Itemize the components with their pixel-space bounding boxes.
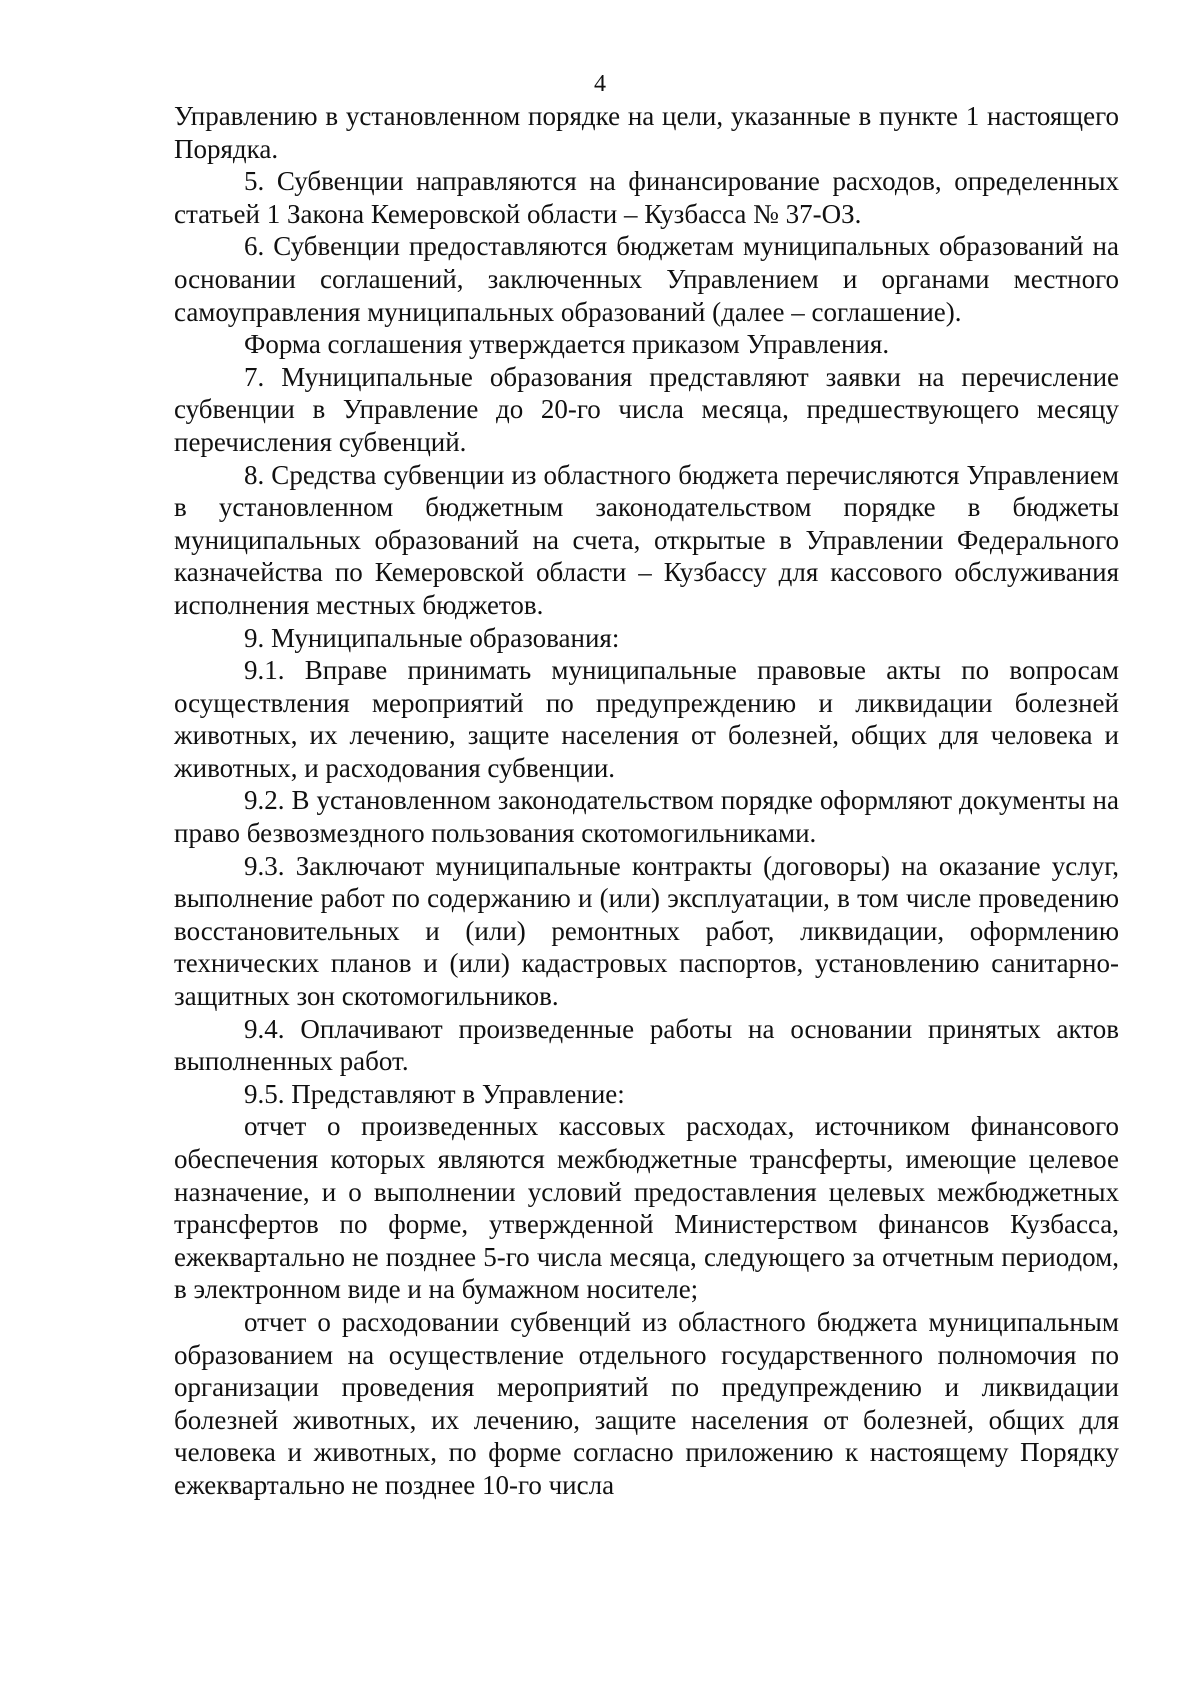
paragraph-item-6: 6. Субвенции предоставляются бюджетам муниципальных образований на основании соглашений, заключенных Управлением и органами местного самоуправления муниципальных образований (далее – соглашение). <box>174 231 1119 327</box>
paragraph-item-9-3: 9.3. Заключают муниципальные контракты (договоры) на оказание услуг, выполнение работ по содержанию и (или) эксплуатации, в том числе проведению восстановительных и (или) ремонтных работ, ликвидации, оформлению технических планов и (или) кадастровых паспортов, установлению санитарно-защитных зон скотомогильников. <box>174 850 1119 1012</box>
paragraph-item-9-5: 9.5. Представляют в Управление: <box>244 1078 625 1109</box>
paragraph-report-subventions: отчет о расходовании субвенций из областного бюджета муниципальным образованием на осуществление отдельного государственного полномочия по организации проведения мероприятий по предупреждению и ликвидации болезней животных, их лечению, защите населения от болезней, общих для человека и животных, по форме согласно приложению к настоящему Порядку ежеквартально не позднее 10-го числа <box>174 1306 1119 1500</box>
paragraph-item-9: 9. Муниципальные образования: <box>244 622 620 653</box>
paragraph-continuation: Управлению в установленном порядке на цели, указанные в пункте 1 настоящего Порядка. <box>174 101 1119 164</box>
paragraph-item-7: 7. Муниципальные образования представляют заявки на перечисление субвенции в Управление до 20-го числа месяца, предшествующего месяцу перечисления субвенций. <box>174 361 1119 457</box>
paragraph-agreement-form: Форма соглашения утверждается приказом Управления. <box>244 329 890 360</box>
paragraph-item-9-1: 9.1. Вправе принимать муниципальные правовые акты по вопросам осуществления мероприятий по предупреждению и ликвидации болезней животных, их лечению, защите населения от болезней, общих для человека и животных, и расходования субвенции. <box>174 655 1119 783</box>
paragraph-item-9-2: 9.2. В установленном законодательством порядке оформляют документы на право безвозмездного пользования скотомогильниками. <box>174 785 1119 849</box>
paragraph-report-expenses: отчет о произведенных кассовых расходах, источником финансового обеспечения которых являются межбюджетные трансферты, имеющие целевое назначение, и о выполнении условий предоставления целевых межбюджетных трансфертов по форме, утвержденной Министерством финансов Кузбасса, ежеквартально не позднее 5-го числа месяца, следующего за отчетным периодом, в электронном виде и на бумажном носителе; <box>174 1111 1119 1305</box>
paragraph-item-5: 5. Субвенции направляются на финансирование расходов, определенных статьей 1 Закона Кемеровской области – Кузбасса № 37-ОЗ. <box>174 166 1119 229</box>
page-number: 4 <box>594 71 606 97</box>
document-body <box>174 100 1119 1502</box>
paragraph-item-9-4: 9.4. Оплачивают произведенные работы на основании принятых актов выполненных работ. <box>174 1013 1119 1077</box>
paragraph-item-8: 8. Средства субвенции из областного бюджета перечисляются Управлением в установленном бюджетным законодательством порядке в бюджеты муниципальных образований на счета, открытые в Управлении Федерального казначейства по Кемеровской области – Кузбассу для кассового обслуживания исполнения местных бюджетов. <box>174 459 1119 620</box>
